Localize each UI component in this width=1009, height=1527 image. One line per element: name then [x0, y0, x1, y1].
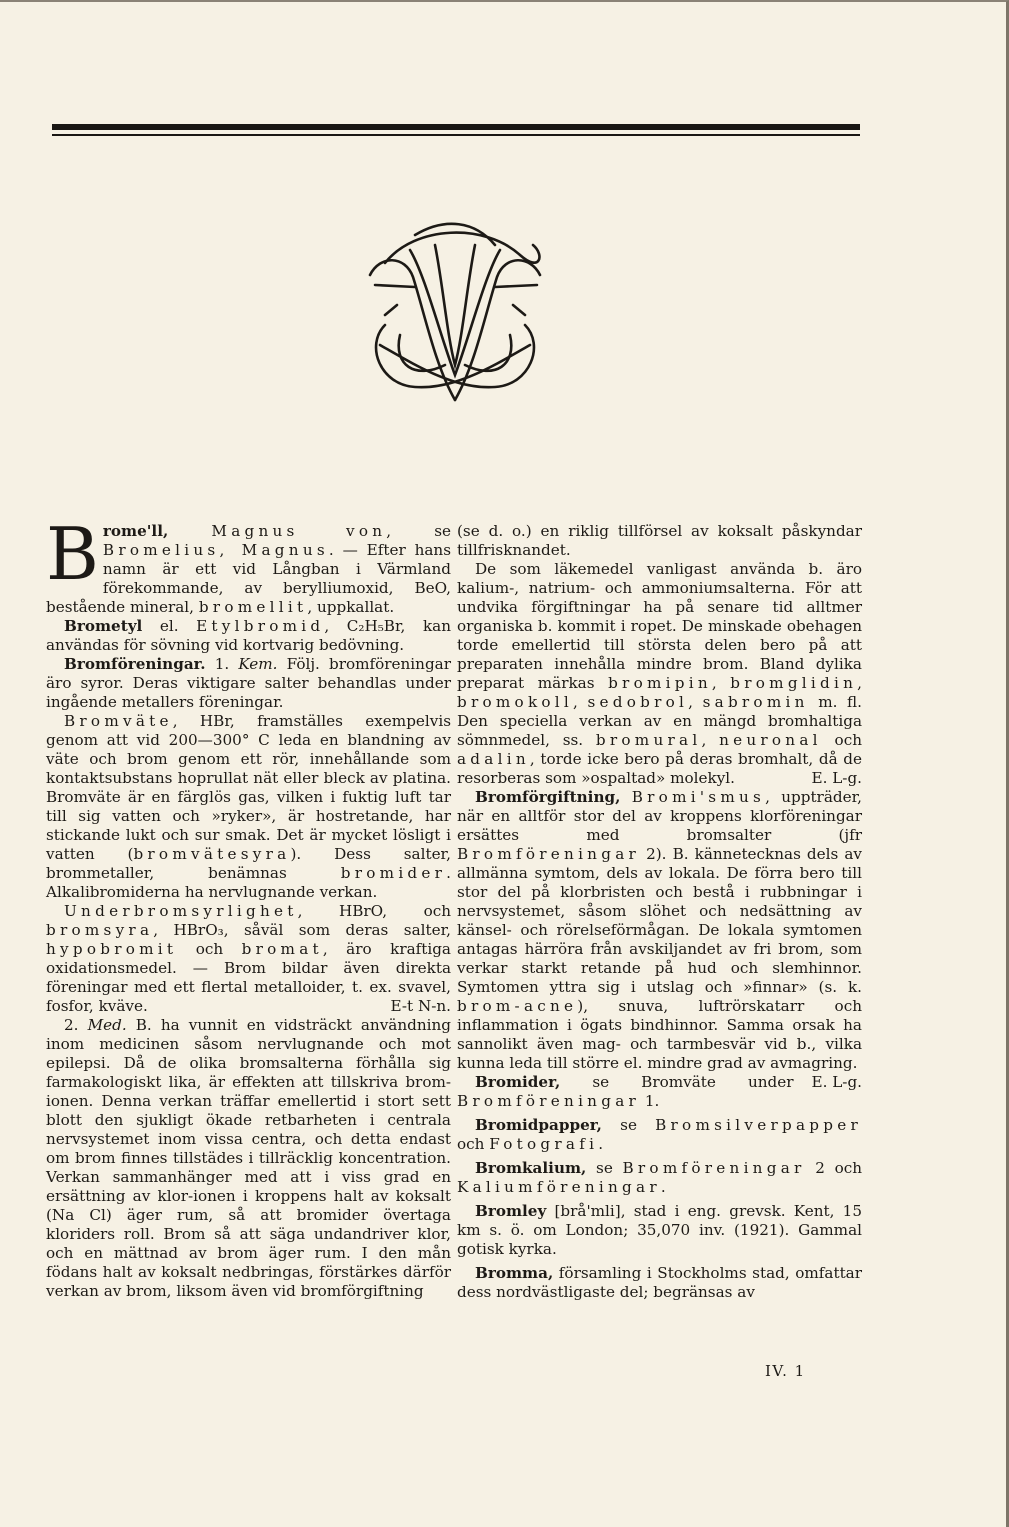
monogram-ornament [355, 215, 555, 420]
entry-bromell: Brome'll, Magnus von, se Bromelius, Magnus. — Efter hans namn är ett vid Långban i Värmland förekommande, av berylliumoxid, BeO, bestående mineral, bromellit, uppkallat. [46, 512, 452, 616]
entry-bromforeningar: Bromföreningar. 1. Kem. Följ. bromföreningar äro syror. Deras viktigare salter behandlas under ingående metallers föreningar. [46, 655, 451, 711]
entry-bromma: Bromma, församling i Stockholms stad, omfattar dess nordvästligaste del; begränsas av [457, 1264, 862, 1301]
left-column [46, 512, 452, 1301]
headword: Bromider, [475, 1073, 561, 1091]
author-signature: E-t N-n. [390, 997, 451, 1015]
paragraph-med: 2. Med. B. ha vunnit en vidsträckt användning inom medicinen såsom nervlugnande och mot epilepsi. Då de olika bromsalterna förhålla sig farmakologiskt lika, är effekten att tillskriva brom-ionen. Denna verkan träffar emellertid i stort sett blott den sjukligt ökade retbarheten i centrala nervsystemet inom vissa centra, och detta endast om brom finnes tillstädes i tillräcklig koncentration. Verkan sammanhänger med att i viss grad en ersättning av klor-ionen i kroppens halt av koksalt (Na Cl) äger rum, så att bromider övertaga kloriders roll. Brom så att säga undandriver klor, och en mättnad av brom äger rum. I den mån födans halt av koksalt nedbringas, förstärkes därför verkan av brom, liksom även vid bromförgiftning [46, 1016, 451, 1300]
paragraph-bromvate: Bromväte, HBr, framställes exempelvis genom att vid 200—300° C leda en blandning av väte och brom genom ett rör, innehållande som kontaktsubstans hoprullat nät eller bleck av platina. Bromväte är en färglös gas, vilken i fuktig luft tar till sig vatten och »ryker», är hostretande, har stickande lukt och sur smak. Det är mycket lösligt i vatten (bromvätesyra). Dess salter, brommetaller, benämnas bromider. Alkalibromiderna ha nervlugnande verkan. [46, 712, 451, 901]
header-rule-thick [52, 124, 860, 130]
entry-brometyl: Brometyl el. Etylbromid, C₂H₅Br, kan användas för sövning vid kortvarig bedövning. [46, 617, 451, 654]
headword: Bromföreningar. [64, 655, 206, 673]
entry-bromider: Bromider, se Bromväte under Bromföreningar 1. [457, 1073, 794, 1110]
author-signature: E. L-g. [811, 769, 862, 787]
headword: Bromley [475, 1202, 547, 1220]
entry-bromidpapper: Bromidpapper, se Bromsilverpapper och Fotografi. [457, 1116, 862, 1153]
entry-bromkalium: Bromkalium, se Bromföreningar 2 och Kaliumföreningar. [457, 1159, 862, 1196]
headword: Bromma, [475, 1264, 554, 1282]
entry-bromforgiftning: Bromförgiftning, Bromi'smus, uppträder, när en alltför stor del av kroppens klorföreningar ersättes med bromsalter (jfr Bromföreningar 2). B. kännetecknas dels av allmänna symtom, dels av lokala. De förra bero till stor del på klorbristen och bestå i rubbningar i nervsystemet, såsom slöhet och nedsättning av känsel- och rörelseförmågan. De lokala symtomen antagas härröra från avskiljandet av fri brom, som verkar starkt retande på hud och slemhinnor. Symtomen yttra sig i utslag och »finnar» (s. k. brom-acne), snuva, luftrörskatarr och inflammation i ögats bindhinnor. Samma orsak ha sannolikt även mag- och tarmbesvär vid b., vilka kunna leda till större el. mindre grad av avmagring. E. L-g. [457, 788, 862, 1091]
headword: Bromförgiftning, [475, 788, 621, 806]
header-rule-thin [52, 134, 860, 136]
paragraph-lakemedel: De som läkemedel vanligast använda b. äro kalium-, natrium- och ammoniumsalterna. För att undvika förgiftningar ha på senare tid alltmer organiska b. kommit i ropet. De minskade obehagen torde emellertid till största delen bero på att preparaten innehålla mindre brom. Bland dylika preparat märkas bromipin, bromglidin, bromokoll, sedobrol, sabromin m. fl. Den speciella verkan av en mängd bromhaltiga sömnmedel, ss. bromural, neuronal och adalin, torde icke bero på deras bromhalt, då de resorberas som »ospaltad» molekyl. E. L-g. [457, 560, 863, 787]
paragraph-underbromsyrlighet: Underbromsyrlighet, HBrO, och bromsyra, HBrO₃, såväl som deras salter, hypobromit och bromat, äro kraftiga oxidationsmedel. — Brom bildar även direkta föreningar med ett flertal metalloider, t. ex. svavel, fosfor, kväve. E-t N-n. [46, 902, 451, 1015]
page-footer-signature: IV. 1 [765, 1362, 806, 1380]
paragraph-continuation: (se d. o.) en riklig tillförsel av koksalt påskyndar tillfrisknandet. [457, 522, 862, 559]
right-column [457, 522, 862, 1302]
headword: rome'll, [102, 522, 169, 540]
author-signature: E. L-g. [811, 1073, 862, 1091]
headword: Brometyl [64, 617, 143, 635]
headword: Bromidpapper, [475, 1116, 602, 1134]
dropcap: B [46, 512, 99, 596]
entry-bromley: Bromley [brå'mli], stad i eng. grevsk. Kent, 15 km s. ö. om London; 35,070 inv. (1921). Gammal gotisk kyrka. [457, 1202, 862, 1258]
headword: Bromkalium, [475, 1159, 587, 1177]
